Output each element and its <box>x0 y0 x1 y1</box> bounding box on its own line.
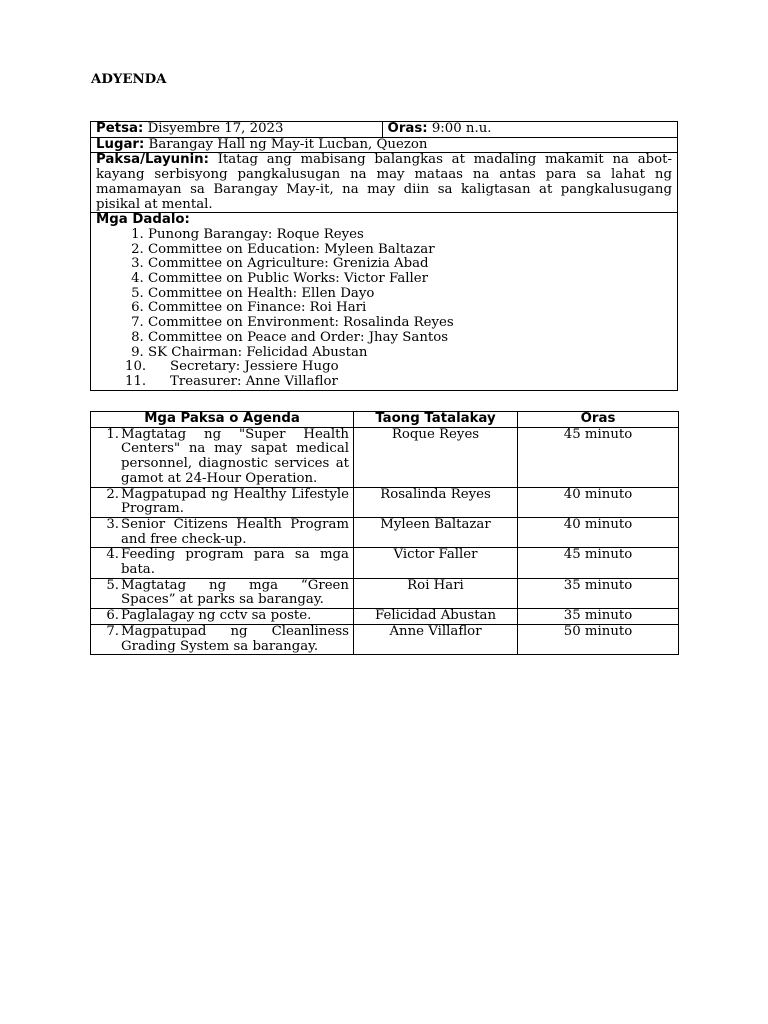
meeting-info-table <box>90 121 678 391</box>
topic-cell <box>91 548 354 578</box>
topic-number: 6. <box>106 608 119 624</box>
duration-cell: 35 minuto <box>518 578 679 608</box>
topic-cell <box>91 609 354 625</box>
list-item: 8. Committee on Peace and Order: Jhay Santos <box>148 331 672 346</box>
person-cell: Roi Hari <box>354 578 518 608</box>
date-cell <box>91 122 383 138</box>
list-item: 2. Committee on Education: Myleen Baltazar <box>148 243 672 258</box>
table-row <box>91 548 679 578</box>
table-row <box>91 624 679 654</box>
topic-text: Magtatag ng mga “Green Spaces” at parks sa barangay. <box>121 577 349 608</box>
list-item-text: Secretary: Jessiere Hugo <box>170 359 339 375</box>
list-item <box>125 359 672 375</box>
list-item: 6. Committee on Finance: Roi Hari <box>148 301 672 316</box>
document-title: ADYENDA <box>91 72 167 87</box>
person-cell: Myleen Baltazar <box>354 517 518 547</box>
header-person: Taong Tatalakay <box>354 412 518 428</box>
person-cell: Felicidad Abustan <box>354 609 518 625</box>
header-topic: Mga Paksa o Agenda <box>91 412 354 428</box>
time-cell <box>382 122 677 138</box>
topic-cell <box>91 427 354 487</box>
topic-cell <box>91 624 354 654</box>
agenda-table <box>90 411 679 655</box>
purpose-value: Itatag ang mabisang balangkas at madaling makamit na abot-kayang serbisyong pangkalusugan na may mataas na antas para sa lahat ng mamamayan sa Barangay May-it, na may diin sa kaligtasan at pangkalusugang pisikal at mental. <box>96 152 672 212</box>
list-item: 9. SK Chairman: Felicidad Abustan <box>148 346 672 361</box>
attendees-label: Mga Dadalo: <box>96 212 190 228</box>
time-value: 9:00 n.u. <box>431 121 492 136</box>
date-value: Disyembre 17, 2023 <box>147 121 284 136</box>
place-cell <box>91 137 678 153</box>
person-cell: Roque Reyes <box>354 427 518 487</box>
list-item: 3. Committee on Agriculture: Grenizia Abad <box>148 257 672 272</box>
person-cell: Anne Villaflor <box>354 624 518 654</box>
attendees-row <box>91 213 678 390</box>
topic-number: 2. <box>106 486 119 502</box>
topic-cell <box>91 487 354 517</box>
list-item: 1. Punong Barangay: Roque Reyes <box>148 228 672 243</box>
list-item <box>125 373 672 390</box>
person-cell: Rosalinda Reyes <box>354 487 518 517</box>
attendees-list <box>96 228 672 390</box>
person-cell: Victor Faller <box>354 548 518 578</box>
date-time-row <box>91 122 678 138</box>
purpose-row <box>91 153 678 213</box>
topic-number: 5. <box>106 577 119 593</box>
topic-text: Magpatupad ng Cleanliness Grading System sa barangay. <box>121 623 349 654</box>
list-item: 5. Committee on Health: Ellen Dayo <box>148 287 672 302</box>
topic-text: Paglalagay ng cctv sa poste. <box>121 608 312 624</box>
topic-text: Magtatag ng "Super Health Centers" na may sapat medical personnel, diagnostic services at gamot at 24-Hour Operation. <box>121 426 349 486</box>
topic-text: Senior Citizens Health Program and free check-up. <box>121 516 349 547</box>
topic-text: Feeding program para sa mga bata. <box>121 547 349 578</box>
topic-number: 3. <box>106 516 119 532</box>
duration-cell: 45 minuto <box>518 427 679 487</box>
duration-cell: 40 minuto <box>518 517 679 547</box>
list-item-number: 11. <box>125 373 147 389</box>
purpose-label: Paksa/Layunin: <box>96 152 209 168</box>
duration-cell: 40 minuto <box>518 487 679 517</box>
list-item-text: Treasurer: Anne Villaflor <box>170 373 338 389</box>
duration-cell: 35 minuto <box>518 609 679 625</box>
topic-cell <box>91 517 354 547</box>
time-label: Oras: <box>387 121 428 136</box>
purpose-cell <box>91 153 678 213</box>
topic-number: 4. <box>106 547 119 563</box>
place-row <box>91 137 678 153</box>
list-item-number: 10. <box>125 359 147 375</box>
list-item: 7. Committee on Environment: Rosalinda Reyes <box>148 316 672 331</box>
topic-cell <box>91 578 354 608</box>
duration-cell: 50 minuto <box>518 624 679 654</box>
topic-text: Magpatupad ng Healthy Lifestyle Program. <box>121 486 349 517</box>
agenda-header-row <box>91 412 679 428</box>
table-row <box>91 487 679 517</box>
attendees-cell <box>91 213 678 390</box>
table-row <box>91 578 679 608</box>
duration-cell: 45 minuto <box>518 548 679 578</box>
date-label: Petsa: <box>96 121 144 136</box>
topic-number: 7. <box>106 623 119 639</box>
place-label: Lugar: <box>96 136 145 152</box>
header-duration: Oras <box>518 412 679 428</box>
table-row <box>91 427 679 487</box>
list-item: 4. Committee on Public Works: Victor Faller <box>148 272 672 287</box>
place-value: Barangay Hall ng May-it Lucban, Quezon <box>148 136 428 152</box>
topic-number: 1. <box>106 426 119 442</box>
table-row <box>91 609 679 625</box>
table-row <box>91 517 679 547</box>
